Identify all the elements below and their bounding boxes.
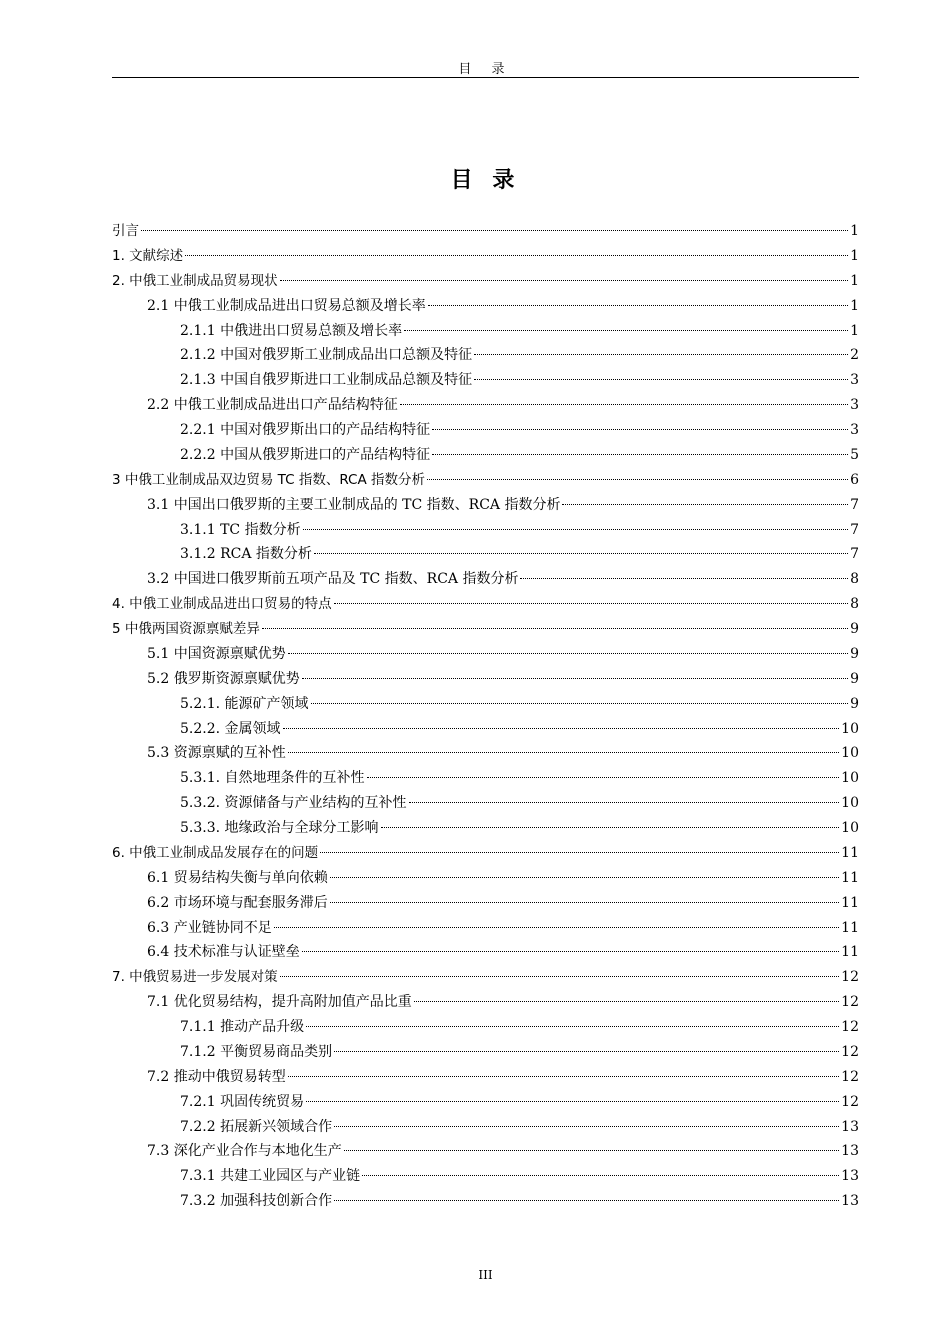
page-number: III [478,1268,493,1282]
toc-dot-leader [262,628,848,629]
toc-entry-title: 2.2.1 中国对俄罗斯出口的产品结构特征 [180,422,431,438]
toc-entry[interactable] [112,1164,859,1189]
toc-entry-title: 3 中俄工业制成品双边贸易 TC 指数、RCA 指数分析 [112,471,426,488]
toc-entry[interactable] [112,1139,859,1164]
toc-entry[interactable] [112,717,859,742]
toc-entry[interactable] [112,244,859,269]
toc-entry-title: 2.2 中俄工业制成品进出口产品结构特征 [147,397,398,414]
toc-entry-page: 1 [850,272,859,289]
toc-entry-page: 3 [850,422,859,438]
toc-entry-title: 5 中俄两国资源禀赋差异 [112,621,260,637]
toc-dot-leader [427,479,848,480]
toc-dot-leader [474,379,848,380]
toc-entry-title: 2. 中俄工业制成品贸易现状 [112,272,278,289]
toc-entry-page: 12 [841,1068,859,1085]
toc-entry-page: 9 [850,695,859,712]
toc-entry-title: 7. 中俄贸易进一步发展对策 [112,969,278,986]
toc-entry-page: 12 [841,1093,859,1110]
toc-dot-leader [141,230,848,231]
toc-entry[interactable] [112,692,859,717]
toc-dot-leader [311,703,849,704]
toc-entry-title: 6. 中俄工业制成品发展存在的问题 [112,844,319,861]
toc-dot-leader [302,678,848,679]
toc-dot-leader [185,255,848,256]
toc-entry-title: 5.3 资源禀赋的互补性 [147,745,286,762]
toc-entry-page: 1 [850,247,859,264]
toc-entry-page: 3 [850,372,859,389]
toc-entry-page: 10 [841,795,859,812]
toc-dot-leader [428,305,848,306]
toc-dot-leader [288,752,839,753]
toc-entry-title: 2.1 中俄工业制成品进出口贸易总额及增长率 [147,297,426,314]
toc-entry-page: 5 [850,446,859,463]
toc-entry[interactable] [112,816,859,841]
toc-entry-title: 7.1.1 推动产品升级 [180,1019,305,1035]
toc-entry-title: 5.3.3. 地缘政治与全球分工影响 [180,820,379,836]
toc-entry-page: 12 [841,969,859,986]
toc-dot-leader [334,603,848,604]
toc-entry[interactable] [112,468,859,493]
toc-entry-title: 3.1 中国出口俄罗斯的主要工业制成品的 TC 指数、RCA 指数分析 [147,496,561,513]
toc-entry[interactable] [112,667,859,692]
toc-dot-leader [288,653,848,654]
toc-dot-leader [320,852,839,853]
toc-entry-title: 3.1.1 TC 指数分析 [180,521,301,538]
toc-dot-leader [432,454,848,455]
running-header: 目 录 [458,62,513,77]
toc-entry-page: 9 [850,670,859,687]
toc-dot-leader [306,1101,839,1102]
toc-dot-leader [280,976,840,977]
toc-entry-page: 10 [841,745,859,762]
toc-entry[interactable] [112,1040,859,1065]
toc-entry-title: 3.2 中国进口俄罗斯前五项产品及 TC 指数、RCA 指数分析 [147,571,519,588]
toc-entry-page: 11 [841,894,859,911]
toc-entry[interactable] [112,393,859,418]
toc-entry[interactable] [112,1115,859,1140]
toc-entry-page: 13 [841,1118,859,1135]
toc-entry[interactable] [112,418,859,443]
toc-dot-leader [362,1175,839,1176]
toc-entry-title: 7.3 深化产业合作与本地化生产 [147,1143,342,1160]
toc-entry[interactable] [112,642,859,667]
toc-dot-leader [404,330,848,331]
toc-entry-page: 10 [841,770,859,787]
toc-entry[interactable] [112,791,859,816]
toc-entry-page: 11 [841,844,859,861]
toc-entry-title: 5.2 俄罗斯资源禀赋优势 [147,670,300,687]
toc-dot-leader [562,504,848,505]
toc-dot-leader [334,1126,839,1127]
toc-entry[interactable] [112,1189,859,1214]
toc-dot-leader [432,429,848,430]
toc-dot-leader [288,1076,839,1077]
toc-dot-leader [274,927,839,928]
toc-entry-page: 1 [850,322,859,339]
toc-entry-page: 11 [841,919,859,936]
toc-dot-leader [306,1026,839,1027]
toc-dot-leader [330,877,839,878]
toc-dot-leader [283,728,840,729]
toc-dot-leader [400,404,848,405]
toc-entry[interactable] [112,567,859,592]
toc-entry-page: 3 [850,397,859,414]
toc-entry-page: 9 [850,621,859,637]
toc-entry-title: 7.2.2 拓展新兴领域合作 [180,1118,333,1135]
toc-entry-page: 11 [841,944,859,961]
toc-entry-page: 7 [850,496,859,513]
toc-entry[interactable] [112,766,859,791]
toc-entry-title: 6.3 产业链协同不足 [147,919,272,936]
toc-entry-page: 11 [841,869,859,886]
toc-dot-leader [344,1150,839,1151]
toc-entry[interactable] [112,617,859,642]
toc-dot-leader [474,354,848,355]
toc-entry-page: 13 [841,1168,859,1185]
toc-dot-leader [367,777,840,778]
toc-entry[interactable] [112,443,859,468]
toc-entry[interactable] [112,518,859,543]
toc-entry-title: 6.4 技术标准与认证壁垒 [147,944,300,961]
toc-dot-leader [520,578,848,579]
toc-entry-title: 2.2.2 中国从俄罗斯进口的产品结构特征 [180,446,431,463]
toc-dot-leader [303,529,849,530]
header-rule [112,77,859,78]
toc-entry-title: 引言 [112,223,139,239]
toc-dot-leader [302,951,839,952]
toc-dot-leader [314,553,848,554]
toc-entry-page: 2 [850,347,859,364]
toc-entry-page: 1 [850,297,859,314]
toc-dot-leader [409,802,840,803]
toc-entry-title: 7.3.2 加强科技创新合作 [180,1193,333,1210]
toc-entry-title: 7.3.1 共建工业园区与产业链 [180,1168,361,1185]
toc-entry-title: 7.1.2 平衡贸易商品类别 [180,1043,333,1060]
toc-entry-title: 5.2.2. 金属领域 [180,720,281,737]
toc-entry-page: 12 [841,994,859,1011]
toc-entry[interactable] [112,1090,859,1115]
toc-entry-page: 10 [841,820,859,836]
toc-entry-page: 6 [850,471,859,488]
toc-entry-page: 7 [850,546,859,563]
toc-entry-page: 12 [841,1019,859,1035]
toc-entry[interactable] [112,269,859,294]
toc-entry-title: 6.1 贸易结构失衡与单向依赖 [147,869,328,886]
toc-dot-leader [414,1001,839,1002]
toc-entry[interactable] [112,866,859,891]
toc-entry[interactable] [112,1015,859,1040]
table-of-contents [112,219,859,1214]
toc-entry-page: 7 [850,521,859,538]
toc-entry-page: 9 [850,645,859,662]
toc-entry[interactable] [112,319,859,344]
toc-entry[interactable] [112,741,859,766]
toc-entry[interactable] [112,891,859,916]
toc-entry-title: 7.2 推动中俄贸易转型 [147,1068,286,1085]
toc-dot-leader [334,1051,839,1052]
toc-entry-title: 5.2.1. 能源矿产领域 [180,695,309,712]
toc-entry-title: 2.1.1 中俄进出口贸易总额及增长率 [180,322,403,339]
toc-entry-title: 6.2 市场环境与配套服务滞后 [147,894,328,911]
toc-dot-leader [280,280,848,281]
toc-entry-title: 3.1.2 RCA 指数分析 [180,546,312,563]
toc-entry[interactable] [112,493,859,518]
toc-entry[interactable] [112,841,859,866]
toc-entry-title: 5.1 中国资源禀赋优势 [147,645,286,662]
toc-entry-title: 5.3.2. 资源储备与产业结构的互补性 [180,795,407,812]
toc-entry-title: 4. 中俄工业制成品进出口贸易的特点 [112,596,332,613]
toc-dot-leader [334,1200,839,1201]
toc-entry-title: 1. 文献综述 [112,247,184,264]
toc-entry[interactable] [112,916,859,941]
toc-entry-page: 1 [850,223,859,239]
toc-entry-title: 7.1 优化贸易结构，提升高附加值产品比重 [147,994,412,1011]
toc-entry[interactable] [112,1065,859,1090]
toc-entry[interactable] [112,592,859,617]
toc-entry-title: 7.2.1 巩固传统贸易 [180,1093,305,1110]
toc-entry-page: 8 [850,596,859,613]
toc-entry-page: 12 [841,1043,859,1060]
toc-entry[interactable] [112,368,859,393]
toc-entry[interactable] [112,940,859,965]
toc-entry[interactable] [112,542,859,567]
toc-entry-title: 5.3.1. 自然地理条件的互补性 [180,770,365,787]
page-title: 目 录 [450,168,521,193]
toc-entry-page: 13 [841,1143,859,1160]
toc-entry-page: 13 [841,1193,859,1210]
toc-entry[interactable] [112,343,859,368]
toc-dot-leader [330,902,839,903]
toc-entry[interactable] [112,219,859,244]
toc-entry-page: 8 [850,571,859,588]
toc-entry-title: 2.1.2 中国对俄罗斯工业制成品出口总额及特征 [180,347,473,364]
toc-entry[interactable] [112,990,859,1015]
toc-entry[interactable] [112,965,859,990]
toc-entry-title: 2.1.3 中国自俄罗斯进口工业制成品总额及特征 [180,372,473,389]
toc-entry-page: 10 [841,720,859,737]
toc-entry[interactable] [112,294,859,319]
toc-dot-leader [381,827,840,828]
